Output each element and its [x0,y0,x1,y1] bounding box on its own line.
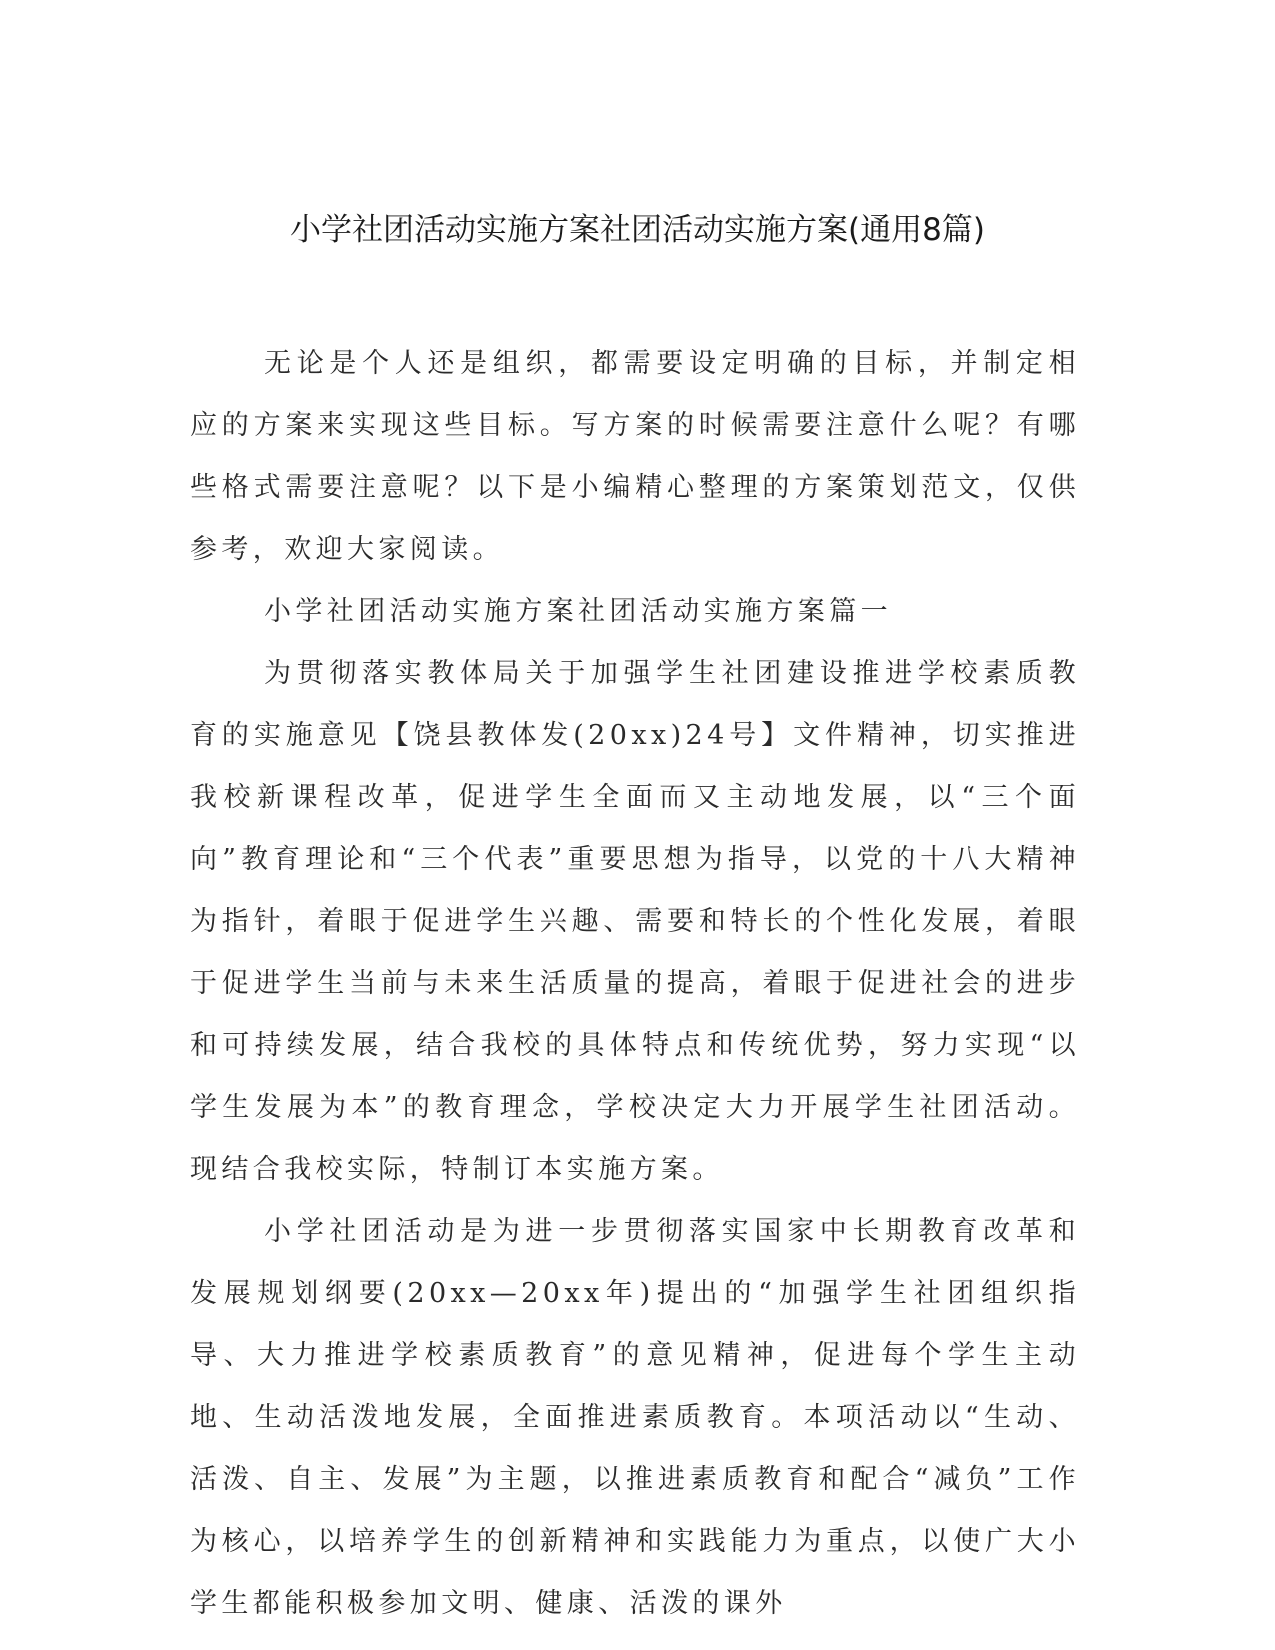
document-body [190,333,1080,1635]
intro-paragraph: 无论是个人还是组织，都需要设定明确的目标，并制定相应的方案来实现这些目标。写方案的时候需要注意什么呢？有哪些格式需要注意呢？以下是小编精心整理的方案策划范文，仅供参考，欢迎大家阅读。 [190,348,1080,565]
section-heading-part-one: 小学社团活动实施方案社团活动实施方案篇一 [264,596,892,627]
body-paragraph-activity: 小学社团活动是为进一步贯彻落实国家中长期教育改革和发展规划纲要(20xx—20xx年)提出的“加强学生社团组织指导、大力推进学校素质教育”的意见精神，促进每个学生主动地、生动活泼地发展，全面推进素质教育。本项活动以“生动、活泼、自主、发展”为主题，以推进素质教育和配合“减负”工作为核心，以培养学生的创新精神和实践能力为重点，以使广大小学生都能积极参加文明、健康、活泼的课外 [190,1216,1080,1619]
document-title: 小学社团活动实施方案社团活动实施方案(通用8篇) [290,212,985,248]
body-paragraph-purpose: 为贯彻落实教体局关于加强学生社团建设推进学校素质教育的实施意见【饶县教体发(20xx)24号】文件精神，切实推进我校新课程改革，促进学生全面而又主动地发展，以“三个面向”教育理论和“三个代表”重要思想为指导，以党的十八大精神为指针，着眼于促进学生兴趣、需要和特长的个性化发展，着眼于促进学生当前与未来生活质量的提高，着眼于促进社会的进步和可持续发展，结合我校的具体特点和传统优势，努力实现“以学生发展为本”的教育理念，学校决定大力开展学生社团活动。现结合我校实际，特制订本实施方案。 [190,658,1080,1185]
